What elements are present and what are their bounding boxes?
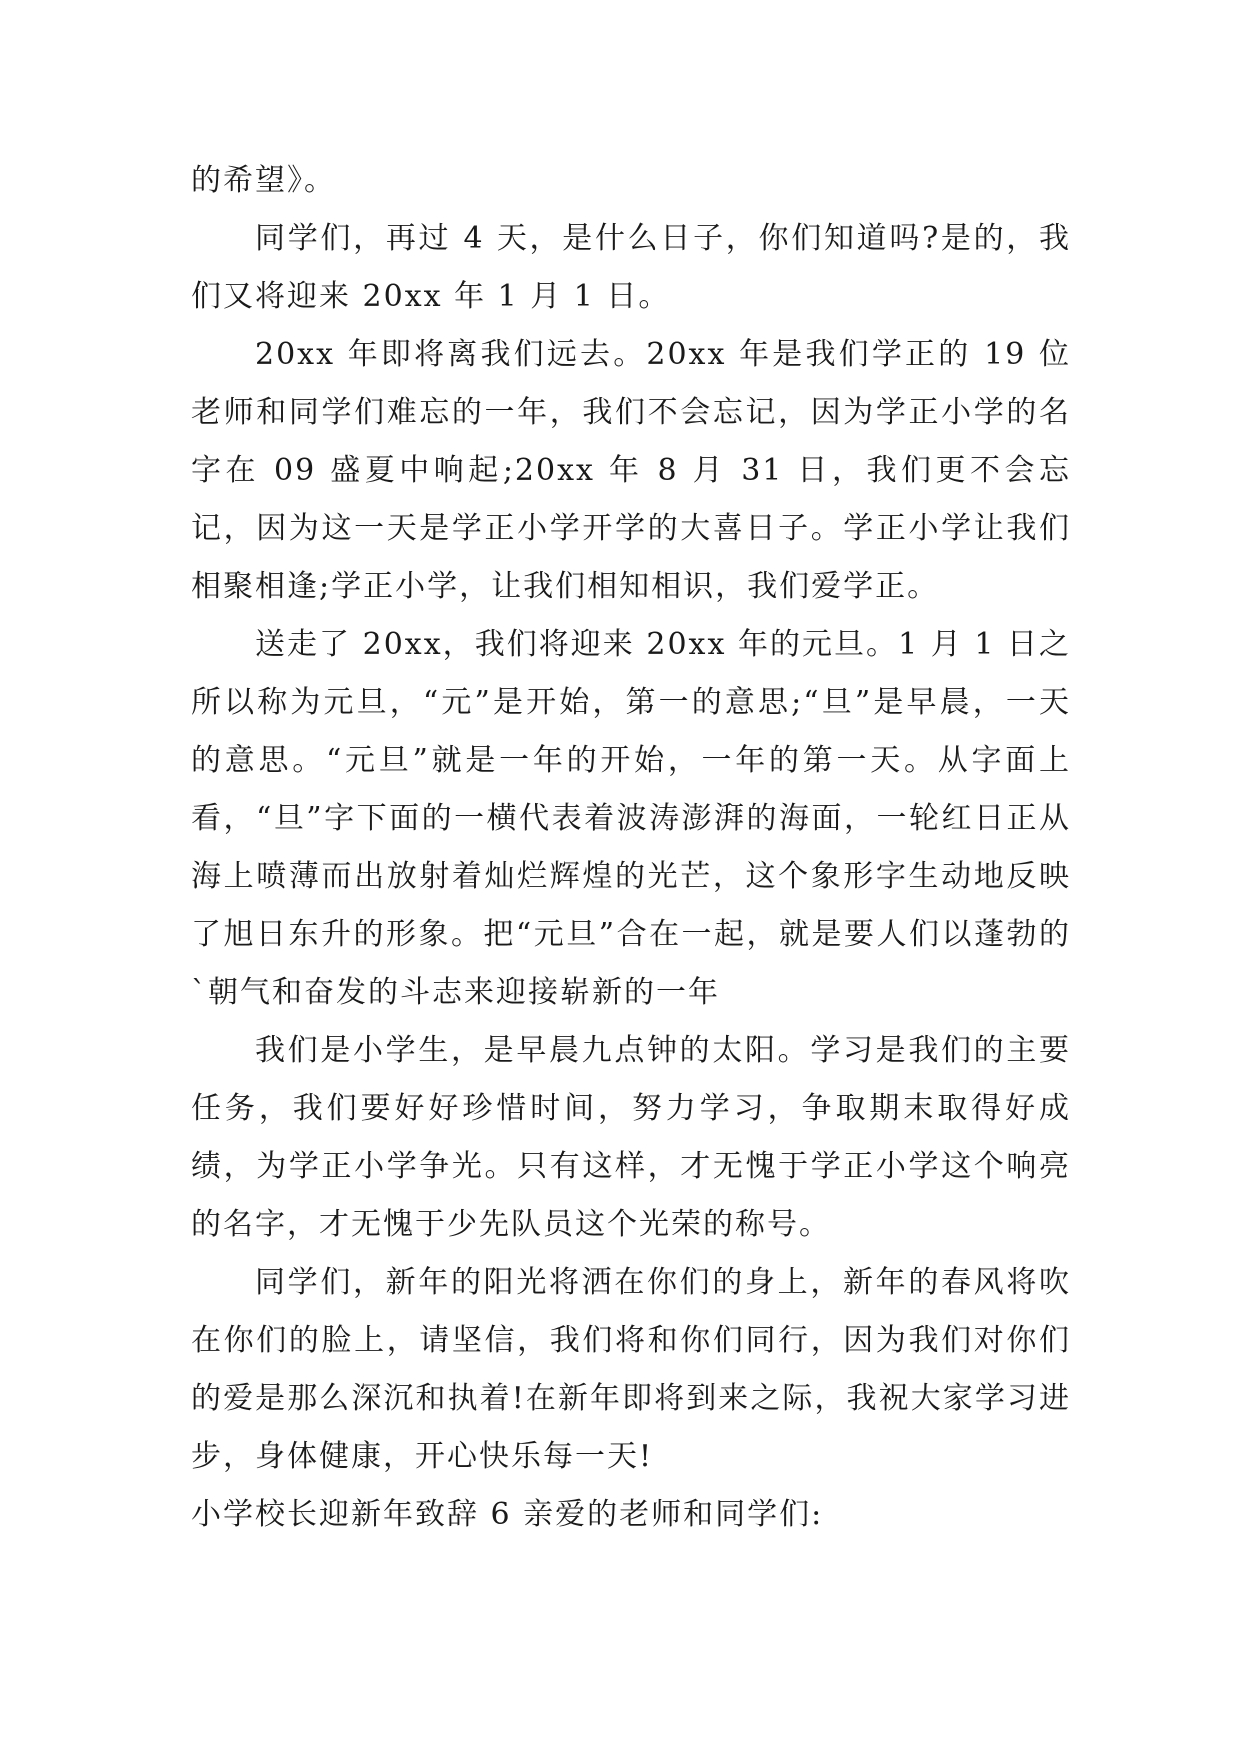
paragraph-5: 我们是小学生，是早晨九点钟的太阳。学习是我们的主要任务，我们要好好珍惜时间，努力学习，争取期末取得好成绩，为学正小学争光。只有这样，才无愧于学正小学这个响亮的名字，才无愧于少先队员这个光荣的称号。 — [191, 1033, 1071, 1242]
paragraph-4: 送走了 20xx，我们将迎来 20xx 年的元旦。1 月 1 日之所以称为元旦，“元”是开始，第一的意思;“旦”是早晨，一天的意思。“元旦”就是一年的开始，一年的第一天。从字面上看，“旦”字下面的一横代表着波涛澎湃的海面，一轮红日正从海上喷薄而出放射着灿烂辉煌的光芒，这个象形字生动地反映了旭日东升的形象。把“元旦”合在一起，就是要人们以蓬勃的`朝气和奋发的斗志来迎接崭新的一年 — [191, 627, 1071, 1010]
paragraph-6: 同学们，新年的阳光将洒在你们的身上，新年的春风将吹在你们的脸上，请坚信，我们将和你们同行，因为我们对你们的爱是那么深沉和执着!在新年即将到来之际，我祝大家学习进步，身体健康，开心快乐每一天! — [191, 1265, 1071, 1474]
paragraph-1: 的希望》。 — [191, 163, 336, 198]
document-body — [191, 152, 1071, 1544]
paragraph-7-heading: 小学校长迎新年致辞 6 亲爱的老师和同学们: — [191, 1497, 824, 1532]
paragraph-3: 20xx 年即将离我们远去。20xx 年是我们学正的 19 位老师和同学们难忘的一年，我们不会忘记，因为学正小学的名字在 09 盛夏中响起;20xx 年 8 月 31 日，我们更不会忘记，因为这一天是学正小学开学的大喜日子。学正小学让我们相聚相逢;学正小学，让我们相知相识，我们爱学正。 — [191, 337, 1071, 604]
paragraph-2: 同学们，再过 4 天，是什么日子，你们知道吗?是的，我们又将迎来 20xx 年 1 月 1 日。 — [191, 221, 1071, 314]
